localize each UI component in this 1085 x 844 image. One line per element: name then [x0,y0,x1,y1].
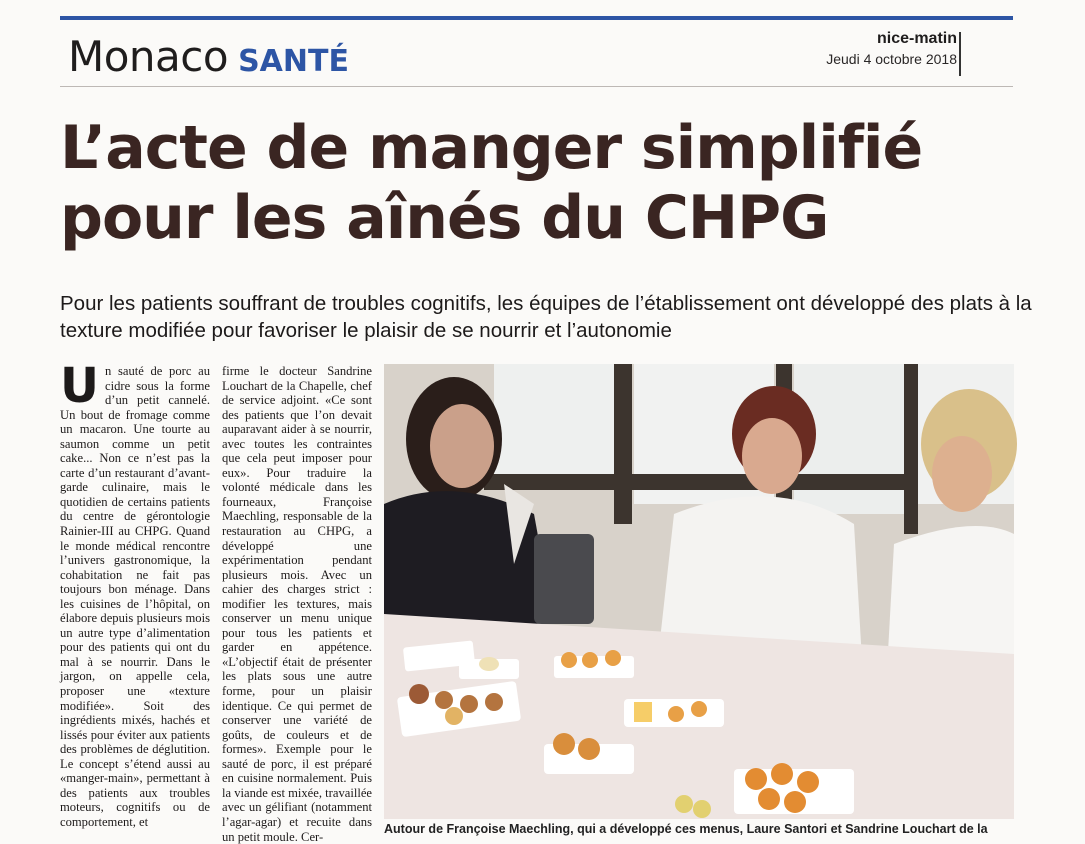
masthead [826,30,957,67]
drop-cap: U [60,358,99,414]
section-title: Monaco [68,32,229,81]
publication-name: nice-matin [876,30,957,47]
top-rule [60,16,1013,20]
column-2-text: firme le docteur Sandrine Louchart de la Chapelle, chef de service adjoint. «Ce sont des patients que l’on devait auparavant aider à se nourrir, avec toutes les contraintes que cela peut imposer pour eux». Pour traduire la volonté médicale dans les fourneaux, Françoise Maechling, responsable de la restauration au CHPG, a développé une expérimentation pendant plusieurs mois. Avec un cahier des charges strict : modifier les textures, mais conserver un menu unique pour tous les patients et garder en appétence. «L’objectif était de présenter les plats sous une autre forme, pour un plaisir identique. Ce qui permet de conserver une variété de goûts, de couleurs et de formes». Exemple pour le sauté de porc, il est préparé en cuisine normalement. Puis la viande est mixée, travaillée avec un gélifiant (notamment l’agar-agar) et recuite dans un petit moule. Cer- [222,364,373,844]
column-1-text: n sauté de porc au cidre sous la forme d’un petit cannelé. Un bout de fromage comme un macaron. Une tourte au saumon comme un petit cake... Non ce n’est pas la carte d’un restaurant d’avant-garde culinaire, mais le quotidien de certains patients du centre de gérontologie Rainier-III au CHPG. Quand le monde médical rencontre l’univers gastronomique, la cohabitation ne fait pas toujours bon ménage. Dans les cuisines de l’hôpital, on élabore depuis plusieurs mois un autre type d’alimentation pour des patients qui ont du mal à se nourrir. Dans le jargon, on appelle cela, proposer une «texture modifiée». Soit des ingrédients mixés, hachés et lissés pour éviter aux patients des problèmes de déglutition. Le concept s’étend aussi au «manger-main», permettant à des patients aux troubles moteurs, cognitifs ou de comportement, et [60,364,210,829]
masthead-divider [959,32,961,76]
photo-illustration [384,364,1014,819]
article-standfirst: Pour les patients souffrant de troubles cognitifs, les équipes de l’établissement ont développé des plats à la texture modifiée pour favoriser le plaisir de se nourrir et l’autonomie [60,292,1032,342]
subsection-title: SANTÉ [238,44,349,79]
publication-date: Jeudi 4 octobre 2018 [826,51,957,67]
photo-caption: Autour de Françoise Maechling, qui a développé ces menus, Laure Santori et Sandrine Louchart de la [384,822,988,836]
header-rule [60,86,1013,87]
section-rubric [68,32,349,81]
text-column-2 [222,364,373,844]
article-photo [384,364,1014,819]
article-headline: L’acte de manger simplifié pour les aînés du CHPG [60,113,923,253]
text-column-1 [60,358,210,834]
